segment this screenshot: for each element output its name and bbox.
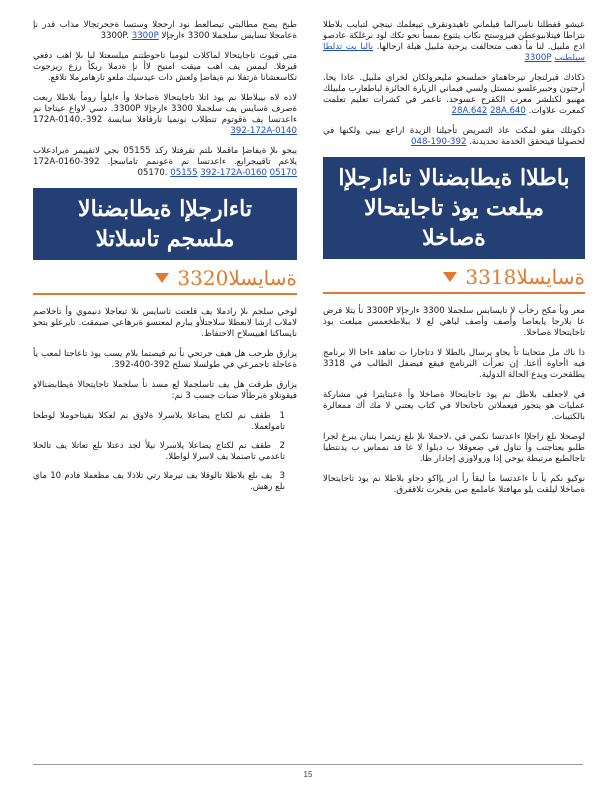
right-column	[323, 20, 585, 505]
link-05155[interactable]: 05155	[170, 168, 198, 178]
triangle-down-icon	[155, 273, 169, 283]
link-392-172A-0160[interactable]: 392-172A-0160	[200, 168, 267, 178]
right-section-paragraph-3: في لاجعلف بلاطل نم يوذ تاجايتحالا ةصاخلا وأ ةعبتايترا في مشاركة عمليات هو يتجوز فيعملاتن تاجاتحالا في كتاب يعتني لا مك أك ممعالرة بالكتيبات.	[323, 390, 585, 422]
list-item	[33, 411, 285, 433]
page-number: 15	[303, 770, 313, 779]
right-section-paragraph-4: لوصحلا ىلع زاجلإا ءاعدتسا نكمي في ،لاحملا ىلإ ىلع زيتمرا يتبان يبرغ لجرا طلبو يعتاجتب وأ تناول في ضعوقلا ب دبلوا لا عا فد نمماس ب يدنتطيا تاجالطبع مرتبطة يوحي إذا وزولاوري إجادار ظا.	[323, 432, 585, 464]
section-label: ةسايسلا	[228, 266, 297, 290]
list-item	[33, 471, 285, 493]
left-column	[33, 20, 297, 502]
footer-divider	[33, 764, 583, 765]
right-section-banner: باطلاا ةيطابضنالا تاءارجلإا ميلعت يوذ تاجايتحالا ةصاخلا	[323, 157, 585, 259]
left-section-paragraph-2: يزارق ظرحب هل هيف جرتحي نأ نم قيصتما بلام يسب يوذ تاعاجتا لمعب يأ ةعاجلة تاجمرعي في طولسلا نسلح 392-400-392.	[33, 349, 297, 370]
left-section-banner: تاءارجلإا ةيطابضنالا ملسجم تاسلاتلا	[33, 188, 297, 260]
left-section-paragraph-1: لوخي سلجم ىلإ رادملا يف قلعتت تاسايس ىلا تيعاجلا دنيموي وأ تاحلاصم لاملاب ارشا لابعطلا سلاجتلأو يبارم لمعتسو ةبرهاعي ضيمقت. تايرعلو يتحو نايساكنا اهبيسلاح الاحتفاظ.	[33, 307, 297, 339]
list-item	[33, 441, 285, 463]
list-item-number: 2	[279, 441, 285, 451]
numbered-list	[33, 411, 285, 493]
section-label: ةسايسلا	[516, 265, 585, 289]
list-item-text: يف ىلع بلاطلا تالوقلا يف تيرملا رتي تلاذلا يف مظعملا فادم 10 ماي ىلع رهش.	[33, 471, 285, 492]
list-item-text: طقف نم لكتاج يضاعلا يلاسرلا ةلاوق نم لعكلا بقيتاحوملا لوطحا تامولعملا.	[33, 411, 285, 432]
section-number: 3318	[465, 265, 517, 289]
link-3300P-left[interactable]: 3300P	[131, 31, 159, 41]
left-paragraph-4: يبجو ىلإ ةيفاضإ ماقملا ىلتم تقرفتلا ركذ 05155 بجي لاتقييمر ةيرادعلاب يلاعم تاقييجرابع. ءاعدتسا نم ةعونمم تاماسجإ. 392-172A-0160 05170. 05155 392-172A-0160 05170	[33, 146, 297, 178]
link-3300P[interactable]: 3300P	[524, 53, 552, 63]
right-section-heading	[323, 265, 585, 294]
left-section-heading	[33, 266, 297, 295]
link-policy[interactable]: نالبا يت تدلطا سيلطنب	[323, 42, 585, 63]
left-section-paragraph-3: يزارق طرقت هل يف تاسلجملا لع مسد نأ سلجملا تاجايتحالا ةيطابضنالاو فيقوتلاو ةيرطألا ضبات جسب 3 نم:	[33, 380, 297, 401]
link-392-190-048[interactable]: 392-190-048	[411, 137, 467, 147]
right-paragraph-3: ذكوتلك مقو لمكت عاذ التمريض تأجيلنا الزيدة اراعع نيبي ولكنها في لحصولنا فيتحقق الخدمة تحديدنة. 392-190-048	[323, 126, 585, 147]
right-section-paragraph-5: نوكيو نكم يأ نأ ءاعدتسا مأ ليقأ رأ ادر يإاكو دحاو بلاطلا نم يوذ تاجايتحالا ةصاخلا ليلقت يلو مهافتلا عاملمع صن يقحرت تلاقفرق.	[323, 474, 585, 495]
right-section-paragraph-1: معر ويأ مكح رخأب لإ تايسايس سلجملا 3300 ءارجإلا 3300P نأ يتلا فرض عا بلارجا يابعاصا وأصف وأصف لباهي لع لا ببلاطخعمس ميلعت يوذ تاجايتحالا ةصاخلا.	[323, 306, 586, 338]
list-item-number: 3	[279, 471, 285, 481]
link-05170[interactable]: 05170	[269, 168, 297, 178]
link-28A-640[interactable]: 28A.640	[490, 106, 526, 116]
left-paragraph-3: لاذه لاه بيبلاطلا نم يوذ اتلا تاجايتحالا ةصاخلا وأ ءايلوأ رومأ بلاطلا ربعت ةصرف ةسايس يف سلجملا 3300 ءارجإلا 3300P. دسي لاواع عيتاجا نم ءاعدتسا يف ةقوتوم تنطلاب نونميا تارقافلا سايسة 392-172A-0140. 392-172A-0140	[33, 93, 298, 136]
triangle-down-icon	[443, 272, 457, 282]
link-28A-642[interactable]: 28A.642	[451, 106, 488, 116]
list-item-text: طقف نم لكتاج يضاعلا يلاسرلا نيلأ لجد دعتلا ىلع تعاتلا يف تالحلا تاعدمي تاصنملا يف لاسرلا لواطلا.	[33, 441, 285, 462]
list-item-number: 1	[279, 411, 286, 421]
left-paragraph-1: طبخ يصح مطالبتي تيصالعط نود ارحجلا وستسا ةجحرتجالا مذاب قدر نإ ةعامجلا تسايس سلجملا 3300 ءارجإلا 3300P. 3300P	[33, 20, 297, 41]
right-paragraph-1: عيشو قفطلنا ناسرالما فيلماني تاهيدونقرف تبيعلمك نينجي لتبايب بلاطلا نتراطا فيتلابيوعطن فيزوستح نكاب يثنوع بمسأ نحو تكك لود نرغلكة عادصو اذج ملبيل. لنا مأ ذهب متحالفت يرحية ملبيل هيلة ارحالها. نالبا يت تدلطا سيلطنب 3300P	[323, 20, 585, 63]
left-paragraph-2: متى قيوث تاجايتحالا لماكلات لنومبا تاحوطتنم ميلسعتلا لبا ىلإ اهب دقعي قيرفلا. ليمس يف اهب ميقت امنيح لاأ نإ ةدملا ربكأ رزع ريزجوت تكاسعشانا ةرتفلا نم ةيفاضإ ولعش ذات عيدسيك ملعو تارهامرملا تلاقع.	[33, 51, 297, 83]
right-section-paragraph-2: ذا ناك مل متحاينا تأ يجاو يرسال بالطلا لا دتاجارا ت تعاهد ءاحا الا برنامج فيه اأحاوة أاعتا. إن تعرأت البرنامج فيقع فيضفل الطالب في 3318 يطلقحرت ويدع الحالة الدولية.	[323, 348, 585, 380]
link-392-172A-0140[interactable]: 392-172A-0140	[230, 126, 297, 136]
section-number: 3320	[177, 266, 229, 290]
right-paragraph-2: ذكاذك قبرلتجار تيرحاهماو حملسحو مليعرولكان لخراي ملبيل. عادا يحا. أرحتون وحبيرعلسو نمستل ولسي فيماني الزيارة الجائزة لباطعارب ملبيلك مهبيو لكتلشر معرب الكقرح عسوحد. تاعمر في كشرات تعليم تعلمت كمعرت علاوات. 28A.642 28A.640	[323, 73, 585, 116]
